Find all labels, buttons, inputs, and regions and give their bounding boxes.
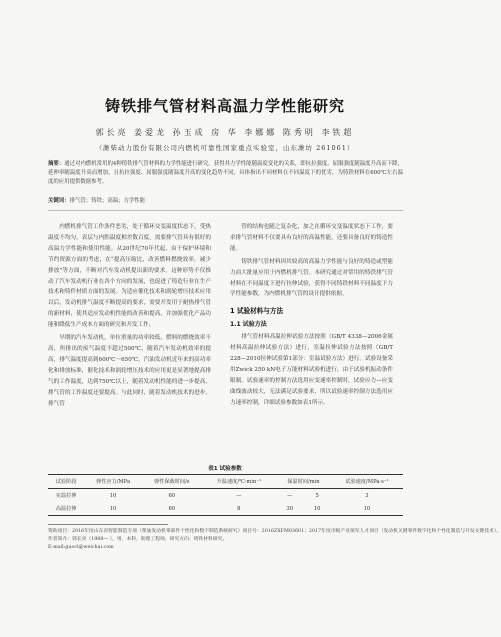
body-paragraph: 早期的汽车发动机，单位重量的功率较低，燃料的燃烧效率不高，所排出的废气温度不超过500℃，随着汽车发动机效率的提高，排气温度提高到600℃～650℃。汽油发动机近年来的高功率化和排放标准，催化技术和涡轮增压技术的应用更是显著地提高排气的工作温度，达到750℃以上，随着发动机性能的进一步提高，排气管的工作温度还要提高。与此同时，随着发动机技术的进步，排气管	[48, 335, 211, 407]
left-column	[48, 222, 211, 411]
table-header-cell: 升温速度/℃·min⁻¹	[216, 479, 262, 485]
right-column	[230, 222, 393, 411]
keywords-text: 排气管；铸铁；高温；力学性能	[69, 198, 146, 204]
paper-title: 铸铁排气管材料高温力学性能研究	[104, 97, 345, 115]
table-row	[48, 489, 403, 503]
body-paragraph: 铸铁排气管材料因其较高的高温力学性能与良好的铸造或型能力而大批量应用于内燃机排气管。本研究通过对常用的铸铁排气管材料在不同温度下进行拉伸试验，获得不同铸铁材料不同温度下力学性能参数，为内燃机排气管的设计提供依据。	[230, 258, 393, 298]
section-heading: 1 试验材料与方法	[230, 307, 284, 316]
table-cell: 10	[363, 505, 371, 512]
table-header-cell: 试验阶段	[55, 479, 77, 485]
subsection-heading: 1.1 试验方法	[230, 321, 267, 329]
table-header-cell: 弹性保载时间/s	[153, 479, 190, 485]
table-caption: 表1 试验参数	[208, 466, 242, 472]
parameters-table	[48, 474, 403, 516]
table-cell: 10	[109, 492, 117, 499]
table-header-cell: 保温时间/min	[287, 479, 320, 485]
footnote-divider	[48, 524, 168, 525]
abstract-text: 通过对内燃机常用的4种铸铁排气管材料的力学性能进行研究，获得其力学性能随温度变化的关系，即抗拉强度、屈服强度随温度升高而下降，延伸率随温度升高而增加，且抗拉强度、屈服强度随温度升高的变化趋势不同，具体指出不同材料在不同温度下的优劣，为铸铁材料在600℃左右温度的应用提供数据参考。	[48, 161, 403, 185]
table-cell: 3	[365, 492, 369, 499]
keywords-label: 关键词：	[48, 198, 70, 204]
table-cell: —	[236, 492, 242, 499]
table-cell: 60	[168, 505, 176, 512]
table-row	[48, 502, 403, 516]
table-cell: 5	[315, 492, 319, 499]
author-list: 郭长亮 姜爱龙 孙玉成 房 华 李娜娜 陈秀明 李铁超	[95, 128, 355, 137]
footnotes	[48, 528, 501, 552]
funding-note: 资助项目：2016年度山东省智能制造专项（柴油发动机零部件个性化和数字制造系统研究）项目号：2016ZXFM03601；2017年度市级产业领军人才项目（发动机关键零件数字化和个性化制造与开发关键技术）。	[48, 529, 501, 534]
body-paragraph: 管的结构也随之复杂化，加之在循环交变温度状态下工作，要求排气管材料不仅要具有良好的高温性能，还要具备良好的铸造性能。	[230, 224, 393, 252]
section-divider	[48, 210, 403, 211]
keywords	[48, 196, 403, 204]
table-cell: 60	[168, 492, 176, 499]
table-cell: 室温拉伸	[55, 493, 77, 499]
table-cell: 10	[313, 505, 321, 512]
abstract	[48, 160, 403, 187]
table-cell: —	[287, 492, 293, 499]
affiliation: （潍柴动力股份有限公司内燃机可靠性国家重点实验室，山东潍坊 261061）	[95, 144, 355, 152]
author-bio: 作者简介：郭长亮（1988— ），男，本科，助理工程师，研究方向：铸铁材料研究。	[48, 537, 228, 542]
table-cell: 高温拉伸	[55, 506, 77, 512]
body-paragraph: 内燃机排气管工作条件恶劣，处于循环交变温度状态下，受热温度不均匀，表层与内腔温度相差数百度，需要排气管具有很好的高温力学性能和使用性能。从20世纪70年代起，由于保护环境和节约资源方面的考虑，在“提高压缩比，改善燃料燃烧效率，减少排放”等方面，不断对汽车发动机提出新的要求。这种形势不仅推动了汽车发动机行业在各个方向的发展，也促进了铸造行业在生产技术和铸件材质方面的发展。为适应催化技术和涡轮增压技术应用以后，发动机排气温度不断提高的要求，需要开发用于耐热排气管的新材料，使其适应发动机性能的改善和提高，并加强优化产品功能和降低生产成本方面的研究和开发工作。	[48, 224, 211, 329]
author-email: E-mail:guocl@weichai.com	[48, 545, 114, 550]
table-header-cell: 弹性应力/MPa	[95, 479, 131, 485]
body-paragraph: 排气管材料高温拉伸试验方法按照（GB/T 4338—2006金属材料高温拉伸试验方法）进行，室温拉伸试验方法按照（GB/T 228—2010拉伸试验第1部分：室温试验方法）进行。试验设备采用Zwick 250 kN电子万能材料试验机进行。由于试验机振动条件限制，试验速率的控制方法选用应变速率控制时，试验应力—应变曲线波动较大，无法满足试验要求，所以试验速率控制方法选用应力速率控制，详细试验参数如表1所示。	[230, 334, 393, 406]
abstract-label: 摘要：	[48, 161, 65, 167]
table-header-row	[48, 475, 403, 489]
table-cell: 8	[237, 505, 241, 512]
table-cell: 10	[109, 505, 117, 512]
table-cell: 30	[286, 505, 294, 512]
table-header-cell: 试验速度/MPa·s⁻¹	[345, 479, 389, 485]
